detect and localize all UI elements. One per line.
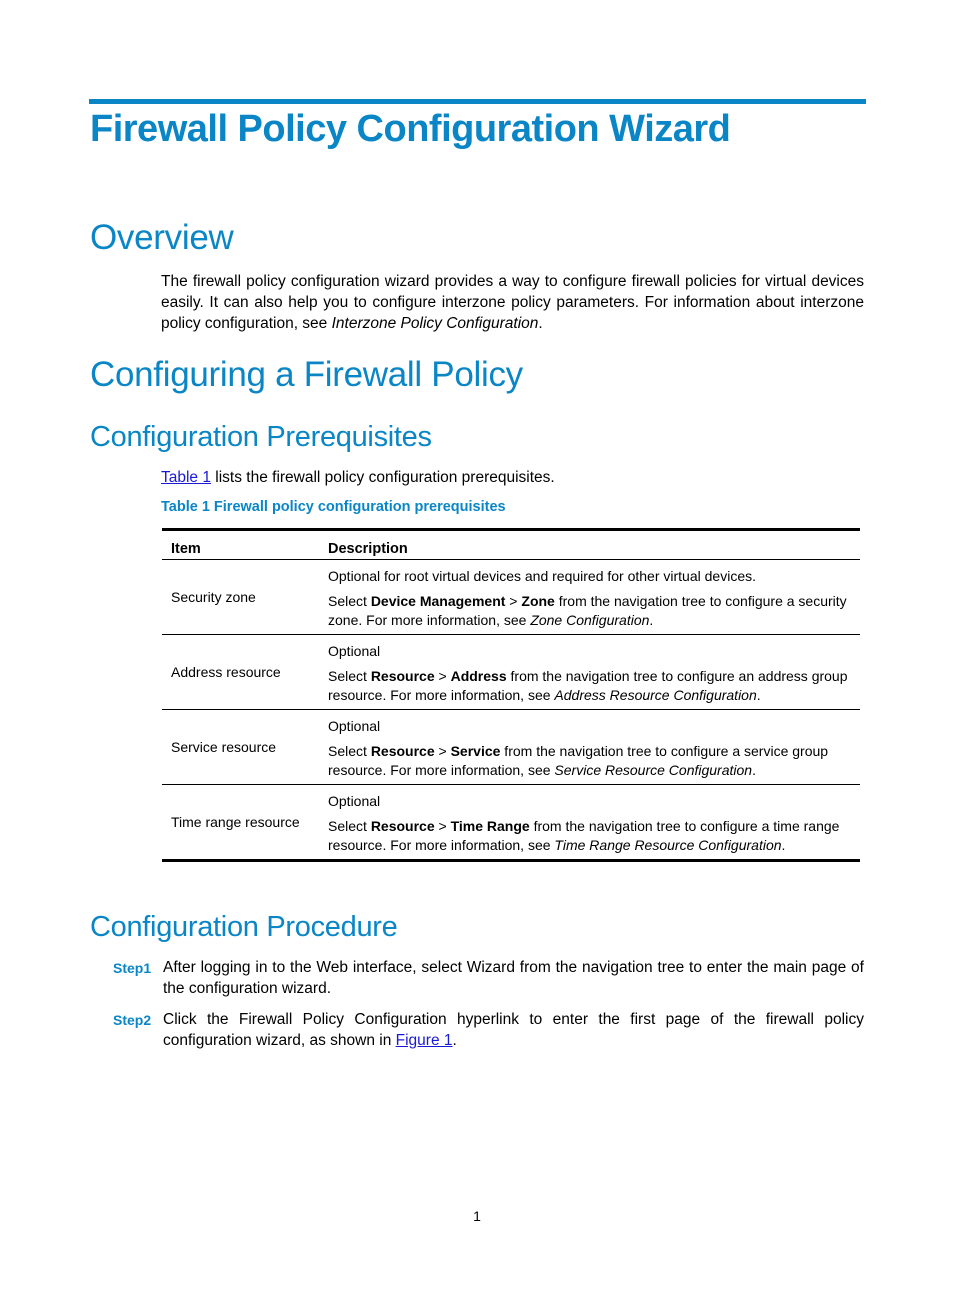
figure-1-link[interactable]: Figure 1	[395, 1032, 453, 1049]
menu-path-part: Zone	[521, 593, 555, 609]
reference-title: Address Resource Configuration	[554, 687, 757, 703]
table-header-row	[162, 530, 860, 560]
procedure-heading: Configuration Procedure	[90, 911, 398, 943]
description-detail	[328, 661, 851, 709]
menu-path-part: Resource	[370, 818, 435, 834]
item-cell: Time range resource	[162, 785, 319, 861]
description-cell	[319, 785, 860, 861]
page-number: 1	[473, 1208, 481, 1224]
menu-path-separator: >	[505, 593, 522, 609]
prerequisites-table	[162, 528, 860, 862]
description-end: .	[649, 612, 654, 628]
item-cell: Address resource	[162, 635, 319, 710]
table-row	[162, 785, 860, 861]
step-1-text: After logging in to the Web interface, select Wizard from the navigation tree to enter the main page of the configuration wizard.	[163, 959, 864, 997]
description-cell	[319, 635, 860, 710]
description-line: Optional	[328, 793, 381, 809]
prerequisites-intro	[161, 467, 864, 488]
description-text: from the navigation tree to configure a time range resource. For more information, see	[328, 818, 840, 853]
description-end: .	[756, 687, 761, 703]
overview-heading: Overview	[90, 218, 234, 257]
chapter-title: Firewall Policy Configuration Wizard	[90, 108, 731, 150]
menu-path-part: Time Range	[450, 818, 530, 834]
menu-path-part: Address	[450, 668, 507, 684]
column-header-item: Item	[162, 530, 319, 560]
description-end: .	[781, 837, 786, 853]
item-cell: Service resource	[162, 710, 319, 785]
table-row	[162, 635, 860, 710]
menu-path-part: Device Management	[370, 593, 506, 609]
step-1-label: Step1	[113, 960, 152, 976]
description-detail	[328, 811, 851, 859]
description-text: from the navigation tree to configure a security zone. For more information, see	[328, 593, 847, 628]
select-text: Select	[328, 668, 371, 684]
step-2-text	[163, 1009, 864, 1051]
menu-path-part: Service	[450, 743, 501, 759]
table-caption: Table 1 Firewall policy configuration prerequisites	[161, 499, 506, 515]
description-end: .	[752, 762, 756, 778]
step-2-label: Step2	[113, 1012, 152, 1028]
menu-path-separator: >	[434, 668, 451, 684]
select-text: Select	[328, 743, 371, 759]
configuring-heading: Configuring a Firewall Policy	[90, 355, 523, 394]
step-2-text-start: Click the Firewall Policy Configuration hyperlink to enter the first page of the firewall policy configuration wizard, as shown in	[163, 1011, 864, 1049]
select-text: Select	[328, 593, 371, 609]
reference-title: Service Resource Configuration	[554, 762, 753, 778]
description-line: Optional for root virtual devices and required for other virtual devices.	[328, 568, 756, 584]
prerequisites-intro-text: lists the firewall policy configuration prerequisites.	[210, 469, 555, 486]
description-text: from the navigation tree to configure an address group resource. For more information, see	[328, 668, 848, 703]
overview-text-end: .	[538, 315, 543, 332]
description-text: from the navigation tree to configure a service group resource. For more information, see	[328, 743, 829, 778]
description-cell	[319, 560, 860, 635]
step-2-text-end: .	[452, 1032, 457, 1049]
overview-paragraph	[161, 271, 864, 334]
column-header-description: Description	[319, 530, 860, 560]
prerequisites-heading: Configuration Prerequisites	[90, 421, 432, 453]
table-1-link[interactable]: Table 1	[161, 469, 211, 486]
reference-title: Zone Configuration	[530, 612, 650, 628]
description-detail	[328, 586, 851, 634]
menu-path-part: Resource	[370, 668, 435, 684]
chapter-rule	[89, 99, 866, 104]
description-line: Optional	[328, 643, 381, 659]
reference-title: Time Range Resource Configuration	[554, 837, 782, 853]
menu-path-part: Resource	[370, 743, 435, 759]
description-cell	[319, 710, 860, 785]
overview-reference: Interzone Policy Configuration	[331, 315, 539, 332]
overview-text: The firewall policy configuration wizard provides a way to configure firewall policies for virtual devices easily. It can also help you to configure interzone policy parameters. For information about interzone policy configuration, see	[161, 273, 864, 332]
table-row	[162, 560, 860, 635]
description-line: Optional	[328, 718, 381, 734]
menu-path-separator: >	[434, 818, 451, 834]
description-detail	[328, 736, 851, 784]
table-row	[162, 710, 860, 785]
item-cell: Security zone	[162, 560, 319, 635]
menu-path-separator: >	[434, 743, 451, 759]
select-text: Select	[328, 818, 371, 834]
